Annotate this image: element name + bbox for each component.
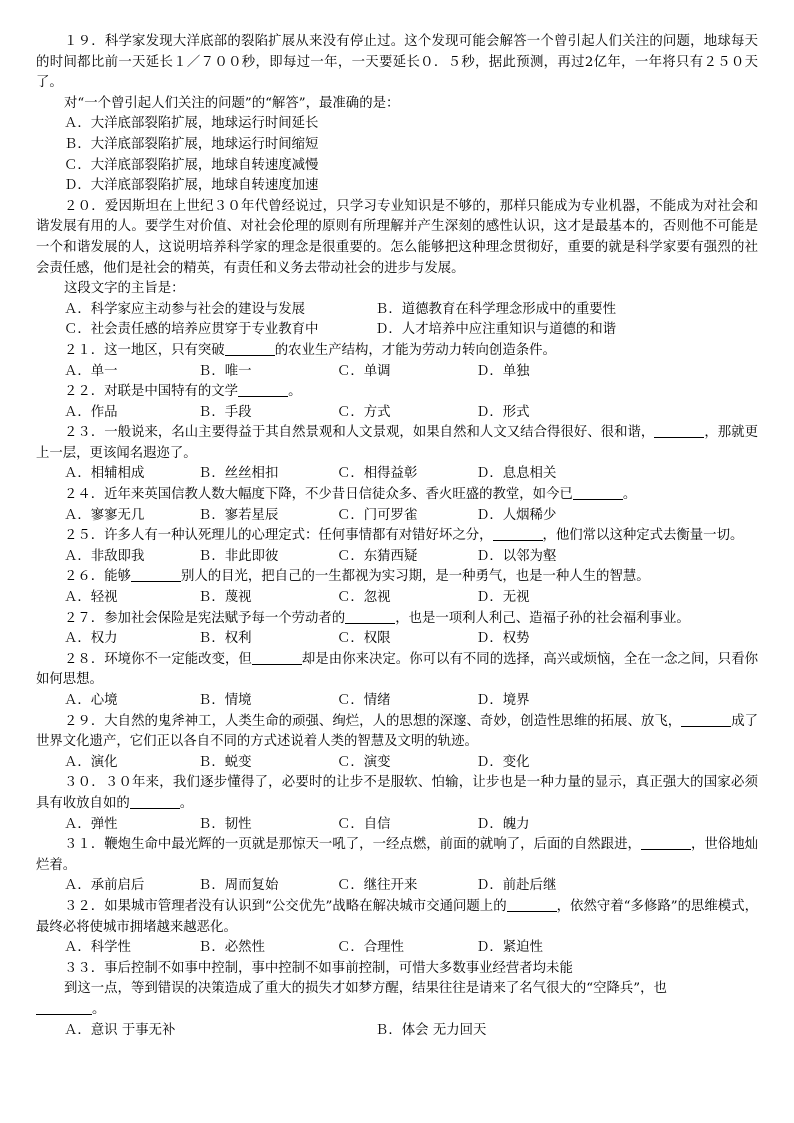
q19-option-d: Ｄ．大洋底部裂陷扩展，地球自转速度加速: [64, 178, 319, 194]
q24-options: [36, 506, 758, 527]
q27-stem: [36, 609, 758, 630]
q19-option-a: Ａ．大洋底部裂陷扩展，地球运行时间延长: [64, 116, 319, 132]
q23-option-c: Ｃ．相得益彰: [337, 466, 418, 482]
q31-option-a: Ａ．承前启后: [64, 878, 145, 894]
q28-stem-pre: ２８．环境你不一定能改变，但: [64, 651, 252, 667]
q19-prompt: 对“一个曾引起人们关注的问题”的“解答”，最准确的是：: [64, 95, 400, 111]
q22-stem-pre: ２２．对联是中国特有的文学: [64, 384, 239, 400]
q33-stem-line-1: ３３．事后控制不如事中控制，事中控制不如事前控制，可惜大多数事业经营者均未能: [64, 960, 573, 976]
q33-stem-end: [36, 1000, 758, 1021]
q28-option-a: Ａ．心境: [64, 693, 118, 708]
q23-option-a: Ａ．相辅相成: [64, 466, 145, 482]
q31-stem-post: ，世俗地灿烂着。: [36, 837, 759, 873]
q22-option-a: Ａ．作品: [64, 404, 118, 420]
q31-stem: [36, 835, 758, 876]
q30-option-d: Ｄ．魄力: [476, 816, 530, 832]
q27-option-d: Ｄ．权势: [476, 631, 530, 647]
q24-option-b: Ｂ．寥若星辰: [198, 507, 279, 523]
q27-stem-pre: ２７．参加社会保险是宪法赋予每一个劳动者的: [64, 610, 346, 626]
q21-stem-post: 的农业生产结构，才能为劳动力转向创造条件。: [274, 342, 556, 358]
q24-blank: [573, 485, 623, 500]
q29-option-b: Ｂ．蜕变: [198, 754, 252, 770]
q30-option-a: Ａ．弹性: [64, 816, 118, 832]
q30-stem-post: 。: [179, 795, 194, 811]
q20-options-row-1: [36, 300, 758, 321]
q26-options: [36, 588, 758, 609]
q30-options: [36, 815, 758, 836]
q32-option-d: Ｄ．紧迫性: [476, 940, 543, 956]
q21-option-b: Ｂ．唯一: [198, 363, 252, 379]
q24-stem: [36, 485, 758, 506]
q26-option-d: Ｄ．无视: [476, 590, 530, 606]
q31-options: [36, 876, 758, 897]
q28-stem-post: 却是由你来决定。你可以有不同的选择，高兴或烦恼，全在一念之间，只看你如何思想。: [36, 651, 759, 688]
q20-stem: ２０．爱因斯坦在上世纪３０年代曾经说过，只学习专业知识是不够的，那样只能成为专业机器，不能成为对社会和谐发展有用的人。要学生对价值、对社会伦理的原则有所理解并产生深刻的感性认识，这才是最基本的，否则他不可能是一个和谐发展的人，这说明培养科学家的理念是很重要的。怎么能够把这种理念贯彻好，重要的就是科学家要有强烈的社会责任感，他们是社会的精英，有责任和义务去带动社会的进步与发展。: [36, 198, 758, 276]
q32-option-c: Ｃ．合理性: [337, 940, 404, 956]
q33-stem-line-2: 到这一点，等到错误的决策造成了重大的损失才如梦方醒，结果往往是请来了名气很大的“空降兵”，也: [64, 981, 667, 997]
q28-blank: [252, 650, 302, 665]
q27-option-b: Ｂ．权利: [198, 631, 252, 647]
q32-stem-post: ，依然守着“多修路”的思维模式，最终必将使城市拥堵越来越恶化。: [36, 898, 758, 935]
q25-option-c: Ｃ．东猜西疑: [337, 548, 418, 564]
q21-stem-pre: ２１．这一地区，只有突破: [64, 342, 225, 358]
q25-stem-pre: ２５．许多人有一种认死理儿的心理定式：任何事情都有对错好坏之分，: [64, 528, 493, 544]
q26-option-a: Ａ．轻视: [64, 590, 118, 606]
q33-option-b: Ｂ．体会 无力回天: [375, 1022, 487, 1038]
q32-blank: [507, 897, 557, 912]
q29-option-c: Ｃ．演变: [337, 754, 391, 770]
q30-option-c: Ｃ．自信: [337, 816, 391, 832]
q22-option-d: Ｄ．形式: [476, 404, 530, 420]
q25-stem: [36, 526, 758, 547]
q24-stem-pre: ２４．近年来英国信教人数大幅度下降，不少昔日信徒众多、香火旺盛的教堂，如今已: [64, 487, 573, 503]
q24-option-c: Ｃ．门可罗雀: [337, 507, 418, 523]
q27-stem-post: ，也是一项利人利己、造福子孙的社会福利事业。: [395, 610, 690, 626]
q31-stem-pre: ３１．鞭炮生命中最光辉的一页就是那惊天一吼了，一经点燃，前面的就响了，后面的自然跟进，: [64, 837, 641, 853]
q20-prompt: 这段文字的主旨是：: [64, 281, 185, 297]
q26-blank: [131, 567, 181, 582]
q32-option-b: Ｂ．必然性: [198, 940, 265, 956]
q29-stem-post: 成了世界文化遗产，它们正以各自不同的方式述说着人类的智慧及文明的轨迹。: [36, 713, 759, 750]
q22-options: [36, 403, 758, 424]
q19-option-b: Ｂ．大洋底部裂陷扩展，地球运行时间缩短: [64, 136, 319, 152]
q21-option-a: Ａ．单一: [64, 363, 118, 379]
q32-options: [36, 938, 758, 959]
q20-option-d: Ｄ．人才培养中应注重知识与道德的和谐: [375, 322, 617, 338]
q20-option-a: Ａ．科学家应主动参与社会的建设与发展: [64, 301, 306, 317]
q29-option-a: Ａ．演化: [64, 754, 118, 770]
q33-stem-post: 。: [92, 1001, 106, 1017]
q25-option-d: Ｄ．以邻为壑: [476, 548, 557, 564]
q29-stem-pre: ２９．大自然的鬼斧神工，人类生命的顽强、绚烂，人的思想的深邃、奇妙，创造性思维的拓展、放飞，: [64, 713, 682, 729]
q28-option-c: Ｃ．情绪: [337, 693, 391, 708]
q20-option-b: Ｂ．道德教育在科学理念形成中的重要性: [375, 301, 617, 317]
q22-stem: [36, 382, 758, 403]
q22-option-b: Ｂ．手段: [198, 404, 252, 420]
q23-stem-pre: ２３．一般说来，名山主要得益于其自然景观和人文景观，如果自然和人文又结合得很好、很和谐，: [64, 425, 655, 441]
q30-blank: [130, 794, 180, 809]
q28-options: [36, 691, 758, 712]
q32-stem: [36, 897, 758, 938]
q24-option-a: Ａ．寥寥无几: [64, 507, 145, 523]
q29-options: [36, 753, 758, 774]
q26-option-c: Ｃ．忽视: [337, 590, 391, 606]
q25-options: [36, 547, 758, 568]
q32-option-a: Ａ．科学性: [64, 940, 131, 956]
q21-blank: [225, 341, 275, 356]
q24-stem-post: 。: [622, 487, 637, 503]
q29-blank: [681, 712, 731, 727]
q27-option-c: Ｃ．权限: [337, 631, 391, 647]
q19-stem: １９．科学家发现大洋底部的裂陷扩展从来没有停止过。这个发现可能会解答一个曾引起人们关注的问题，地球每天的时间都比前一天延长１／７００秒，即每过一年，一天要延长０．５秒，据此预测，再过2亿年，一年将只有２５０天了。: [36, 34, 758, 91]
q27-option-a: Ａ．权力: [64, 631, 118, 647]
q25-option-b: Ｂ．非此即彼: [198, 548, 279, 564]
q26-stem-pre: ２６．能够: [64, 569, 131, 585]
q21-stem: [36, 341, 758, 362]
q30-stem-pre: ３０．３０年来，我们逐步懂得了，必要时的让步不是服软、怕输，让步也是一种力量的显示，真正强大的国家必须具有收放自如的: [36, 775, 758, 811]
q31-blank: [641, 835, 691, 850]
q25-option-a: Ａ．非敌即我: [64, 548, 145, 564]
q25-blank: [493, 526, 543, 541]
q27-blank: [345, 609, 395, 624]
q24-option-d: Ｄ．人烟稀少: [476, 507, 557, 523]
q23-option-b: Ｂ．丝丝相扣: [198, 466, 279, 482]
q33-options: [36, 1021, 758, 1042]
q23-option-d: Ｄ．息息相关: [476, 466, 557, 482]
q23-blank: [654, 423, 704, 438]
q30-stem: [36, 773, 758, 814]
q23-options: [36, 464, 758, 485]
q31-option-d: Ｄ．前赴后继: [476, 878, 557, 894]
q22-stem-post: 。: [288, 384, 302, 400]
q21-option-d: Ｄ．单独: [476, 363, 530, 379]
q29-option-d: Ｄ．变化: [476, 754, 530, 770]
q26-stem: [36, 567, 758, 588]
q22-blank: [238, 382, 288, 397]
q23-stem-post: ，那就更上一层，更该闻名遐迩了。: [36, 425, 759, 461]
q31-option-b: Ｂ．周而复始: [198, 878, 279, 894]
document-page: [36, 32, 758, 1041]
q22-option-c: Ｃ．方式: [337, 404, 391, 420]
q26-option-b: Ｂ．蔑视: [198, 590, 252, 606]
q23-stem: [36, 423, 758, 464]
q21-options: [36, 362, 758, 383]
q30-option-b: Ｂ．韧性: [198, 816, 252, 832]
q28-option-d: Ｄ．境界: [476, 693, 530, 708]
q20-option-c: Ｃ．社会责任感的培养应贯穿于专业教育中: [64, 322, 319, 338]
q19-option-c: Ｃ．大洋底部裂陷扩展，地球自转速度减慢: [64, 157, 319, 173]
q32-stem-pre: ３２．如果城市管理者没有认识到“公交优先”战略在解决城市交通问题上的: [64, 898, 507, 914]
q25-stem-post: ，他们常以这种定式去衡量一切。: [542, 528, 744, 544]
q28-option-b: Ｂ．情境: [198, 693, 252, 708]
q26-stem-post: 别人的目光，把自己的一生都视为实习期，是一种勇气，也是一种人生的智慧。: [180, 569, 650, 585]
q28-stem: [36, 650, 758, 691]
q20-options-row-2: [36, 320, 758, 341]
q27-options: [36, 629, 758, 650]
q21-option-c: Ｃ．单调: [337, 363, 391, 379]
q31-option-c: Ｃ．继往开来: [337, 878, 418, 894]
q33-option-a: Ａ．意识 于事无补: [64, 1022, 176, 1038]
q33-blank: [36, 1000, 92, 1015]
q29-stem: [36, 712, 758, 753]
